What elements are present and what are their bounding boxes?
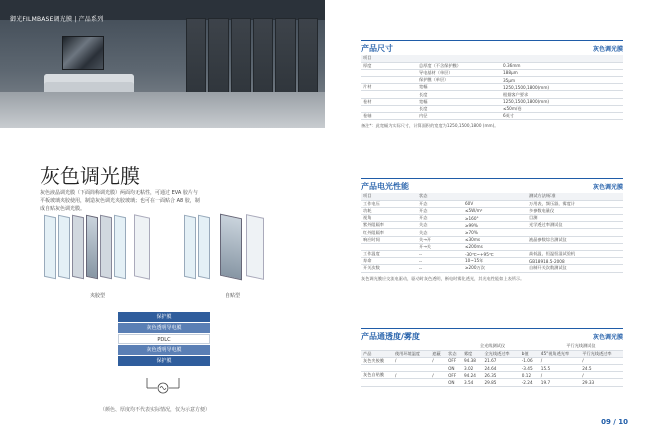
table-cell: -- [417, 265, 463, 272]
table-cell: -- [417, 251, 463, 258]
table-cell: 0.36mm [501, 62, 623, 69]
table-cell: ≥160° [463, 215, 527, 222]
table-cell: -3.45 [520, 365, 539, 372]
table-cell: 3.02 [462, 365, 482, 372]
table-cell: 根据客户要求 [501, 91, 623, 98]
size-title: 产品尺寸 [361, 43, 393, 53]
table-cell: 94.24 [462, 372, 482, 379]
perf-row [361, 229, 623, 236]
table-cell: ≥99% [463, 222, 527, 229]
table-cell: / [539, 372, 580, 379]
table-cell: -1.06 [520, 357, 539, 364]
column-header: 产品 [361, 350, 393, 357]
table-cell: 保护膜（单层） [417, 77, 501, 84]
table-cell: 开关次数 [361, 265, 417, 272]
perf-row [361, 207, 623, 214]
column-header: 遮蔽 [430, 350, 446, 357]
size-row [361, 105, 623, 112]
table-cell: 万用表，频压器，雾度计 [527, 200, 623, 207]
page-number: 09 / 10 [601, 418, 628, 426]
table-cell [361, 243, 417, 250]
trans-table [361, 343, 623, 387]
hero-image [0, 0, 325, 128]
table-cell: 开态 [417, 207, 463, 214]
table-cell: -30℃~+95℃ [463, 251, 527, 258]
table-cell: 1250,1500,1800(mm) [501, 84, 623, 91]
table-cell: 多参数电量仪 [527, 207, 623, 214]
table-cell: 宽幅 [417, 84, 501, 91]
table-cell: 10~15年 [463, 258, 527, 265]
trans-subtitle: 灰色调光膜 [592, 333, 623, 341]
table-cell: 目测 [527, 215, 623, 222]
table-cell [430, 379, 446, 386]
perf-table [361, 193, 623, 273]
table-cell: 视角 [361, 215, 417, 222]
wall-art [62, 36, 104, 70]
trans-row [361, 357, 623, 364]
table-cell [361, 69, 417, 76]
section-transmittance [361, 328, 623, 387]
table-cell: 开态 [417, 200, 463, 207]
perf-row [361, 258, 623, 265]
size-row [361, 113, 623, 120]
table-cell: 自制开关次数测试仪 [527, 265, 623, 272]
table-header-row: 项目 [361, 55, 623, 62]
power-source-icon [145, 376, 181, 394]
column-header: 状态 [446, 350, 462, 357]
column-header: b值 [520, 350, 539, 357]
table-cell: / [430, 357, 446, 364]
layer-pdlc: PDLC [118, 334, 210, 344]
size-row [361, 69, 623, 76]
perf-row [361, 215, 623, 222]
table-cell: ≤5W/m² [463, 207, 527, 214]
table-cell: 26.35 [482, 372, 519, 379]
table-cell: 宽幅 [417, 98, 501, 105]
table-cell: ≥70% [463, 229, 527, 236]
table-cell: 寿命 [361, 258, 417, 265]
table-cell [361, 77, 417, 84]
table-header-row: 项目 状态 测试方法/标准 [361, 193, 623, 200]
size-note: 备注*：此宽幅为实际尺寸，计算面积的宽度为1250,1500,1800 (mm)。 [361, 123, 499, 129]
layer-protective-film: 保护膜 [118, 356, 210, 366]
table-cell: 关态 [417, 229, 463, 236]
product-title: 灰色调光膜 [40, 164, 140, 188]
trans-title: 产品通透度/雾度 [361, 331, 420, 341]
table-header-row [361, 350, 623, 357]
table-cell: 15.5 [539, 365, 580, 372]
illustration-note: （颜色、厚度均不代表实际情况，仅为示意方便） [100, 407, 211, 413]
table-cell: 总厚度（不含保护膜） [417, 62, 501, 69]
table-cell: -- [417, 258, 463, 265]
table-cell: 液晶参数综合测试仪 [527, 236, 623, 243]
table-cell: / [539, 357, 580, 364]
table-cell: 灰色自贴膜 [361, 372, 393, 379]
table-group-row: 全光线测试仪 平行光线测试仪 [361, 343, 623, 350]
perf-row [361, 243, 623, 250]
perf-row [361, 265, 623, 272]
trans-row [361, 372, 623, 379]
table-cell: 35μm [501, 77, 623, 84]
right-page [325, 0, 650, 441]
table-cell: 卷材 [361, 98, 417, 105]
column-header: 全光线透过率 [482, 350, 519, 357]
table-cell: 21.67 [482, 357, 519, 364]
table-cell: / [393, 357, 430, 364]
layer-stack [118, 312, 210, 367]
size-row [361, 98, 623, 105]
table-cell: 高低温，恒温恒湿试验机 [527, 251, 623, 258]
table-cell [393, 365, 430, 372]
table-cell: ON [446, 379, 462, 386]
size-row [361, 77, 623, 84]
table-cell: -2.24 [520, 379, 539, 386]
table-cell: 关态 [417, 222, 463, 229]
laminated-illustration [44, 216, 154, 288]
table-cell: 紫外阻隔率 [361, 222, 417, 229]
table-cell: 1250,1500,1800(mm) [501, 98, 623, 105]
trans-row [361, 365, 623, 372]
table-cell: 长度 [417, 105, 501, 112]
perf-row [361, 251, 623, 258]
table-cell: 功耗 [361, 207, 417, 214]
table-cell: 6英寸 [501, 113, 623, 120]
dimming-film-panels [186, 18, 318, 100]
table-cell: 关→开 [417, 236, 463, 243]
table-cell: 工作温度 [361, 251, 417, 258]
table-cell: 厚度 [361, 62, 417, 69]
layer-protective-film: 保护膜 [118, 312, 210, 322]
product-description: 灰色液晶调光膜（下面简称调光膜）两面均无粘性，可通过 EVA 胶片与平板玻璃夹胶使用，制造灰色调光夹胶玻璃；也可在一面贴合 A8 胶，制成自贴灰色调光膜。 [40, 190, 200, 212]
table-cell: 188μm [501, 69, 623, 76]
table-cell: ≤30ms [463, 236, 527, 243]
column-header: 45°视角透光率 [539, 350, 580, 357]
hero-title: 御光FILMBASE调光膜 | 产品系列 [10, 16, 104, 23]
perf-note: 灰色调光膜应交流电驱动，驱动时灰色透明，断电时雾化透光，其光电性能如上表所示。 [361, 275, 525, 281]
table-cell: 长度 [417, 91, 501, 98]
table-cell: 24.5 [580, 365, 623, 372]
table-cell: ≤50m/卷 [501, 105, 623, 112]
table-cell: 开态 [417, 215, 463, 222]
layer-conductive-film: 灰色透明导电膜 [118, 345, 210, 355]
table-cell: 29.33 [580, 379, 623, 386]
trans-row [361, 379, 623, 386]
table-cell: 60V [463, 200, 527, 207]
size-table [361, 55, 623, 120]
table-cell [430, 365, 446, 372]
label-laminated: 夹胶型 [90, 293, 106, 299]
table-cell: / [393, 372, 430, 379]
table-cell: 响应时间 [361, 236, 417, 243]
table-cell: / [430, 372, 446, 379]
perf-row [361, 222, 623, 229]
table-cell: GB18918.5-2008 [527, 258, 623, 265]
table-cell: 24.64 [482, 365, 519, 372]
table-cell: 灰色夹胶膜 [361, 357, 393, 364]
perf-title: 产品电光性能 [361, 181, 409, 191]
table-cell: OFF [446, 357, 462, 364]
table-cell: 红外阻隔率 [361, 229, 417, 236]
adhesive-illustration [184, 216, 274, 288]
perf-row [361, 236, 623, 243]
column-header: 平行光线透过率 [580, 350, 623, 357]
table-cell: / [580, 357, 623, 364]
table-cell [527, 229, 623, 236]
table-cell: OFF [446, 372, 462, 379]
table-cell [393, 379, 430, 386]
table-cell: 片材 [361, 84, 417, 91]
table-cell: ON [446, 365, 462, 372]
perf-row [361, 200, 623, 207]
table-cell: 19.7 [539, 379, 580, 386]
table-cell: ≤200ms [463, 243, 527, 250]
perf-subtitle: 灰色调光膜 [592, 183, 623, 191]
table-cell [361, 379, 393, 386]
table-cell: 卷轴 [361, 113, 417, 120]
table-cell: 29.85 [482, 379, 519, 386]
table-cell: 导电基材（单层） [417, 69, 501, 76]
layer-conductive-film: 灰色透明导电膜 [118, 323, 210, 333]
table-cell: 开→关 [417, 243, 463, 250]
table-cell: 3.54 [462, 379, 482, 386]
column-header: 使用环境温度 [393, 350, 430, 357]
table-cell: 内径 [417, 113, 501, 120]
section-performance [361, 178, 623, 282]
table-cell [361, 105, 417, 112]
size-row [361, 62, 623, 69]
table-cell: ≥200万次 [463, 265, 527, 272]
table-cell [527, 243, 623, 250]
table-cell: 工作电压 [361, 200, 417, 207]
size-row [361, 91, 623, 98]
size-subtitle: 灰色调光膜 [592, 45, 623, 53]
size-row [361, 84, 623, 91]
table-cell: 94.38 [462, 357, 482, 364]
table-cell: / [580, 372, 623, 379]
section-size [361, 40, 623, 129]
label-adhesive: 自贴型 [225, 293, 241, 299]
column-header: 雾度 [462, 350, 482, 357]
table-cell: 0.12 [520, 372, 539, 379]
table-cell: 光学透过率测试仪 [527, 222, 623, 229]
table-cell [361, 91, 417, 98]
table-cell [361, 365, 393, 372]
